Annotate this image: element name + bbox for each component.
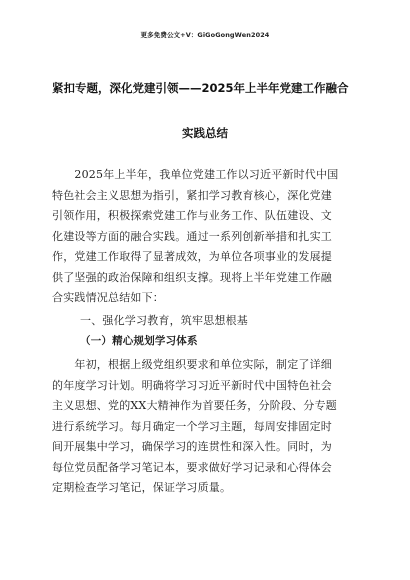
document-title-line-2: 实践总结 [182, 126, 228, 140]
paragraph-line: 进行系统学习。每月确定一个学习主题，每周安排固定时 [52, 419, 332, 433]
intro-line: 作，党建工作取得了显著成效，为单位各项事业的发展提 [52, 250, 332, 263]
paragraph-line: 定期检查学习笔记，保证学习质量。 [52, 481, 232, 494]
intro-line: 化建设等方面的融合实践。通过一系列创新举措和扎实工 [52, 229, 332, 243]
paragraph-line: 年初，根据上级党组织要求和单位实际，制定了详细 [52, 358, 332, 371]
intro-line: 引领作用，积极探索党建工作与业务工作、队伍建设、文 [52, 209, 332, 222]
subsection-heading-1: （一）精心规划学习体系 [80, 335, 198, 347]
paragraph-line: 每位党员配备学习笔记本，要求做好学习记录和心得体会 [52, 460, 332, 474]
intro-paragraph [52, 165, 362, 309]
paragraph-line: 的年度学习计划。明确将学习习近平新时代中国特色社会 [52, 378, 332, 392]
intro-line: 合实践情况总结如下： [52, 291, 164, 304]
intro-line: 2025年上半年，我单位党建工作以习近平新时代中国 [52, 168, 339, 181]
subsection-1-paragraph [52, 355, 362, 499]
paragraph-line: 主义思想、党的XX大精神作为首要任务，分阶段、分专题 [52, 399, 337, 412]
header-note: 更多免费公文+V：GiGoGongWen2024 [140, 31, 270, 39]
intro-line: 供了坚强的政治保障和组织支撑。现将上半年党建工作融 [52, 270, 332, 284]
intro-line: 特色社会主义思想为指引，紧扣学习教育核心，深化党建 [52, 188, 332, 202]
paragraph-line: 间开展集中学习，确保学习的连贯性和深入性。同时，为 [52, 440, 332, 453]
document-title-line-1: 紧扣专题，深化党建引领——2025年上半年党建工作融合 [52, 81, 349, 95]
section-heading-1: 一、强化学习教育，筑牢思想根基 [80, 314, 248, 327]
